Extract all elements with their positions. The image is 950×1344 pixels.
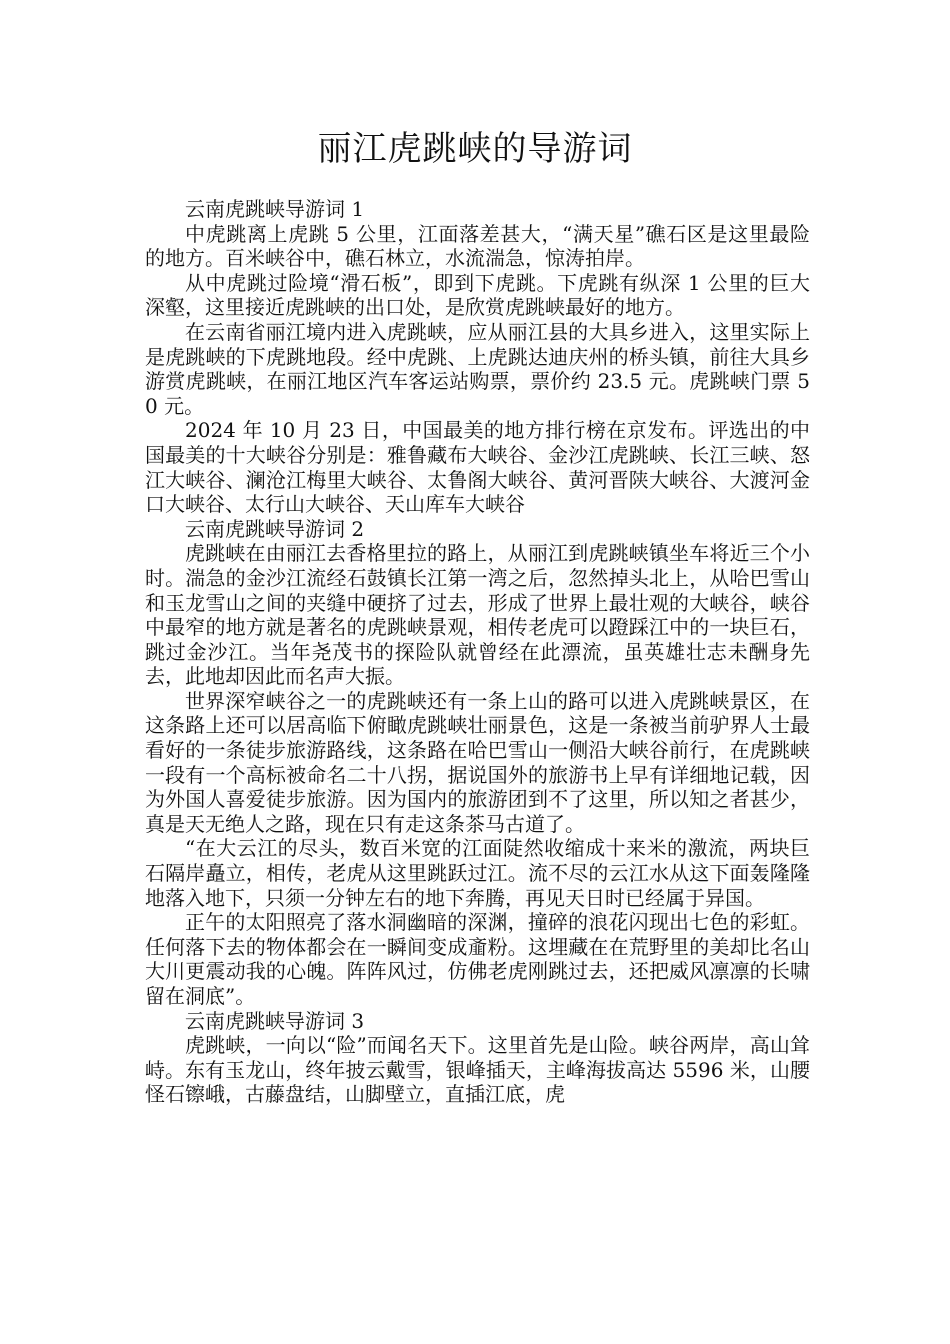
paragraph: 2024 年 10 月 23 日，中国最美的地方排行榜在京发布。评选出的中国最美的十大峡谷分别是：雅鲁藏布大峡谷、金沙江虎跳峡、长江三峡、怒江大峡谷、澜沧江梅里大峡谷、太鲁阁大峡谷、黄河晋陕大峡谷、大渡河金口大峡谷、太行山大峡谷、天山库车大峡谷 <box>145 418 810 517</box>
document-title: 丽江虎跳峡的导游词 <box>317 129 633 169</box>
document-body <box>145 197 810 1107</box>
paragraph: 从中虎跳过险境“滑石板”，即到下虎跳。下虎跳有纵深 1 公里的巨大深壑，这里接近虎跳峡的出口处，是欣赏虎跳峡最好的地方。 <box>145 270 810 320</box>
section-3 <box>145 1009 810 1107</box>
section-1 <box>145 197 810 517</box>
section-heading: 云南虎跳峡导游词 1 <box>185 197 365 221</box>
paragraph: 在云南省丽江境内进入虎跳峡，应从丽江县的大具乡进入，这里实际上是虎跳峡的下虎跳地段。经中虎跳、上虎跳达迪庆州的桥头镇，前往大具乡游赏虎跳峡，在丽江地区汽车客运站购票，票价约 23.5 元。虎跳峡门票 50 元。 <box>145 319 810 418</box>
paragraph: 中虎跳离上虎跳 5 公里，江面落差甚大，“满天星”礁石区是这里最险的地方。百米峡谷中，礁石林立，水流湍急，惊涛拍岸。 <box>145 221 810 271</box>
paragraph: 虎跳峡，一向以“险”而闻名天下。这里首先是山险。峡谷两岸，高山耸峙。东有玉龙山，终年披云戴雪，银峰插天，主峰海拔高达 5596 米，山腰怪石镲峨，古藤盘结，山脚壁立，直插江底，虎 <box>145 1033 810 1107</box>
paragraph: “在大云江的尽头，数百米宽的江面陡然收缩成十来米的激流，两块巨石隔岸矗立，相传，老虎从这里跳跃过江。流不尽的云江水从这下面轰隆隆地落入地下，只须一分钟左右的地下奔腾，再见天日时已经属于异国。 <box>145 836 810 910</box>
paragraph: 正午的太阳照亮了落水洞幽暗的深渊，撞碎的浪花闪现出七色的彩虹。任何落下去的物体都会在一瞬间变成齑粉。这埋藏在在荒野里的美却比名山大川更震动我的心魄。阵阵风过，仿佛老虎刚跳过去，还把威风凛凛的长啸留在洞底”。 <box>145 910 810 1008</box>
section-heading: 云南虎跳峡导游词 2 <box>185 516 365 541</box>
paragraph: 虎跳峡在由丽江去香格里拉的路上，从丽江到虎跳峡镇坐车将近三个小时。湍急的金沙江流经石鼓镇长江第一湾之后，忽然掉头北上，从哈巴雪山和玉龙雪山之间的夹缝中硬挤了过去，形成了世界上最壮观的大峡谷，峡谷中最窄的地方就是著名的虎跳峡景观，相传老虎可以蹬踩江中的一块巨石，跳过金沙江。当年尧茂书的探险队就曾经在此漂流，虽英雄壮志未酬身先去，此地却因此而名声大振。 <box>145 541 810 689</box>
section-2 <box>145 517 810 1009</box>
section-heading: 云南虎跳峡导游词 3 <box>185 1008 365 1033</box>
paragraph: 世界深窄峡谷之一的虎跳峡还有一条上山的路可以进入虎跳峡景区，在这条路上还可以居高临下俯瞰虎跳峡壮丽景色，这是一条被当前驴界人士最看好的一条徒步旅游路线，这条路在哈巴雪山一侧沿大峡谷前行，在虎跳峡一段有一个高标被命名二十八拐，据说国外的旅游书上早有详细地记载，因为外国人喜爱徒步旅游。因为国内的旅游团到不了这里，所以知之者甚少，真是天无绝人之路，现在只有走这条茶马古道了。 <box>145 688 810 836</box>
